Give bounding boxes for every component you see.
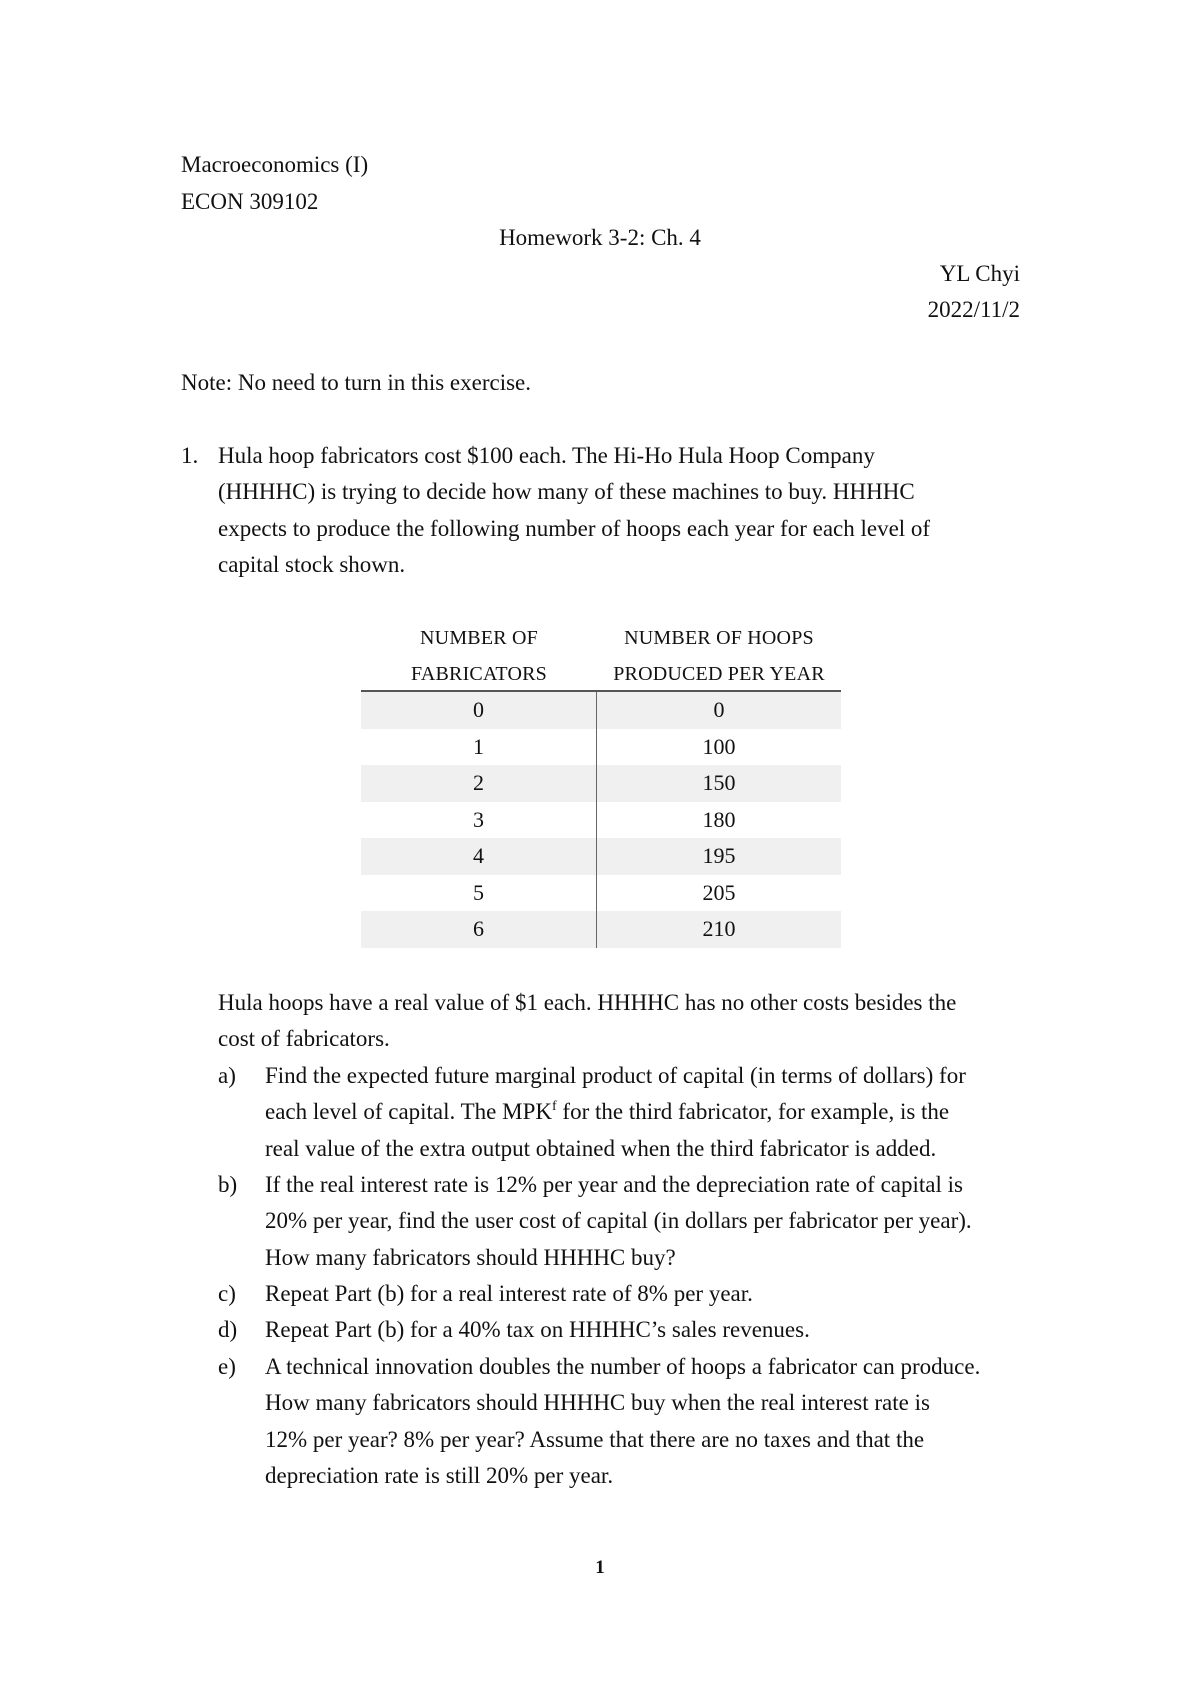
- part-a-line: [265, 1100, 949, 1123]
- part-b-line: If the real interest rate is 12% per year and the depreciation rate of capital is: [265, 1172, 963, 1197]
- fabricators-cell: 2: [361, 765, 597, 802]
- table-row: [361, 911, 841, 948]
- part-d-label: d): [218, 1317, 238, 1342]
- hoops-cell: 0: [713, 697, 725, 722]
- part-e-label: e): [218, 1354, 236, 1379]
- author: YL Chyi: [939, 261, 1020, 286]
- table-row: [361, 692, 841, 729]
- part-a-line: Find the expected future marginal product of capital (in terms of dollars) for: [265, 1063, 966, 1088]
- column-header-hoops: [597, 620, 841, 692]
- course-name: Macroeconomics (I): [181, 152, 369, 177]
- course-code: ECON 309102: [181, 189, 319, 214]
- hoops-cell: 150: [702, 770, 736, 795]
- part-a-text: for the third fabricator, for example, is the: [556, 1099, 950, 1124]
- part-a-text: each level of capital. The MPK: [265, 1099, 552, 1124]
- question-intro-line: expects to produce the following number of hoops each year for each level of: [218, 516, 931, 541]
- hoops-cell: 205: [702, 879, 736, 905]
- fabricators-cell: 6: [361, 911, 597, 948]
- column-header-line: PRODUCED PER YEAR: [613, 663, 825, 685]
- hoops-cell: 210: [702, 916, 736, 941]
- part-c-line: Repeat Part (b) for a real interest rate of 8% per year.: [265, 1281, 753, 1306]
- table-row: [361, 838, 841, 875]
- column-header-line: NUMBER OF HOOPS: [624, 627, 814, 649]
- part-a-superscript: f: [551, 1099, 557, 1114]
- table-body: [361, 692, 841, 948]
- part-e-line: How many fabricators should HHHHC buy when the real interest rate is: [265, 1390, 930, 1415]
- fabricators-cell: 4: [361, 838, 597, 875]
- table-row: [361, 765, 841, 802]
- part-a-label: a): [218, 1063, 236, 1088]
- part-e-line: A technical innovation doubles the number of hoops a fabricator can produce.: [265, 1354, 981, 1379]
- question-number: 1.: [181, 443, 199, 468]
- table-row: [361, 802, 841, 839]
- question-intro-line: capital stock shown.: [218, 552, 406, 577]
- table-row: [361, 729, 841, 766]
- hoops-cell: 100: [702, 733, 736, 759]
- note: Note: No need to turn in this exercise.: [181, 370, 532, 395]
- part-e-line: depreciation rate is still 20% per year.: [265, 1463, 614, 1488]
- part-a-line: real value of the extra output obtained when the third fabricator is added.: [265, 1136, 937, 1161]
- page-number: 1: [595, 1557, 605, 1578]
- table-header: [361, 620, 841, 692]
- part-b-line: 20% per year, find the user cost of capital (in dollars per fabricator per year).: [265, 1208, 972, 1233]
- part-c-label: c): [218, 1281, 236, 1306]
- hoops-cell: 195: [702, 843, 736, 868]
- part-b-line: How many fabricators should HHHHC buy?: [265, 1245, 676, 1270]
- fabricators-cell: 3: [361, 802, 597, 839]
- homework-title: Homework 3-2: Ch. 4: [499, 225, 701, 250]
- hoops-cell: 180: [702, 806, 736, 832]
- question-context-line: cost of fabricators.: [218, 1026, 390, 1051]
- column-header-fabricators: [361, 620, 597, 692]
- capital-output-table: [361, 620, 841, 948]
- table-row: [361, 875, 841, 912]
- fabricators-cell: 1: [361, 729, 597, 766]
- fabricators-cell: 0: [361, 692, 597, 729]
- date: 2022/11/2: [927, 297, 1020, 322]
- question-intro-line: Hula hoop fabricators cost $100 each. The Hi-Ho Hula Hoop Company: [218, 443, 875, 468]
- part-d-line: Repeat Part (b) for a 40% tax on HHHHC’s sales revenues.: [265, 1317, 810, 1342]
- question-intro-line: (HHHHC) is trying to decide how many of these machines to buy. HHHHC: [218, 479, 915, 504]
- part-e-line: 12% per year? 8% per year? Assume that there are no taxes and that the: [265, 1427, 925, 1452]
- column-header-line: NUMBER OF: [420, 627, 538, 649]
- fabricators-cell: 5: [361, 875, 597, 912]
- column-header-line: FABRICATORS: [411, 663, 547, 685]
- part-b-label: b): [218, 1172, 238, 1197]
- question-context-line: Hula hoops have a real value of $1 each. HHHHC has no other costs besides the: [218, 990, 957, 1015]
